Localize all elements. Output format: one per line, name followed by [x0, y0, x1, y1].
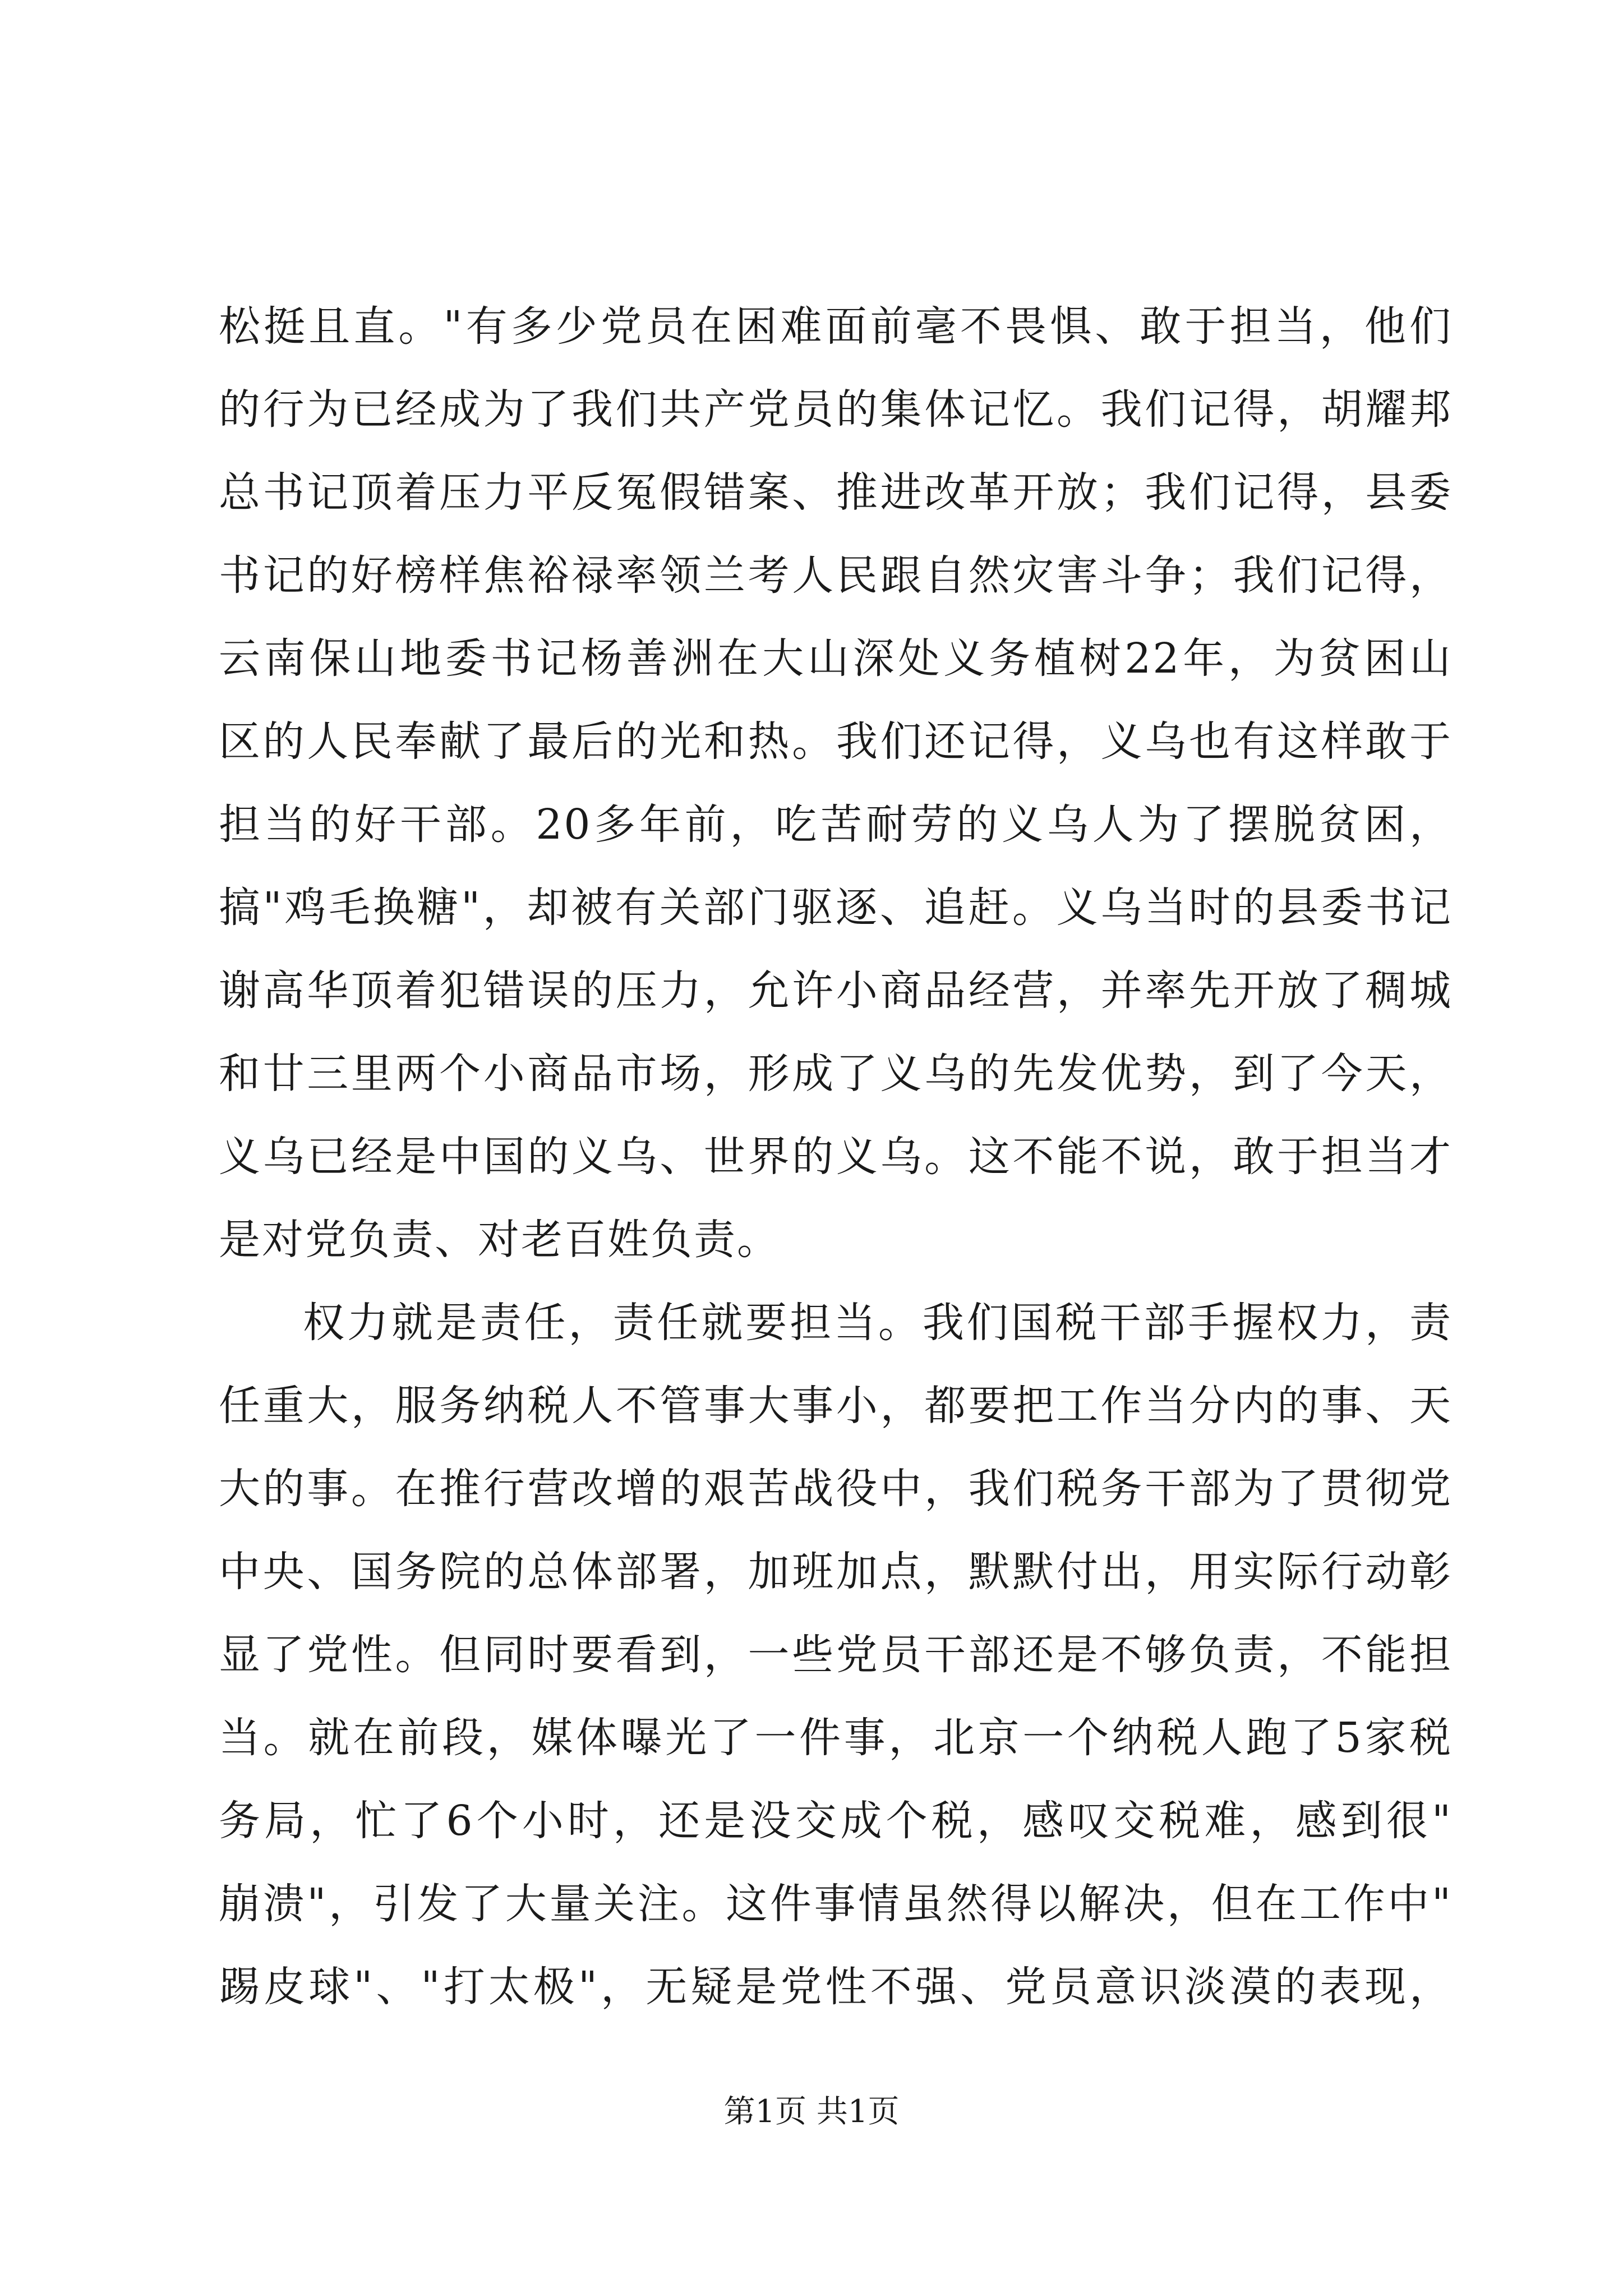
text-line: 总书记顶着压力平反冤假错案、推进改革开放；我们记得，县委 — [219, 468, 1453, 517]
text-line: 是对党负责、对老百姓负责。 — [219, 1216, 780, 1264]
text-line: 中央、国务院的总体部署，加班加点，默默付出，用实际行动彰 — [219, 1548, 1453, 1596]
text-line: 松挺且直。"有多少党员在困难面前毫不畏惧、敢于担当，他们 — [219, 302, 1453, 351]
text-line: 和廿三里两个小商品市场，形成了义乌的先发优势，到了今天， — [219, 1050, 1453, 1098]
text-line: 任重大，服务纳税人不管事大事小，都要把工作当分内的事、天 — [219, 1382, 1453, 1430]
text-line: 踢皮球"、"打太极"，无疑是党性不强、党员意识淡漠的表现， — [219, 1963, 1453, 2011]
text-line: 的行为已经成为了我们共产党员的集体记忆。我们记得，胡耀邦 — [219, 385, 1453, 434]
page-number-label: 第1页 共1页 — [723, 2093, 900, 2130]
text-line: 区的人民奉献了最后的光和热。我们还记得，义乌也有这样敢于 — [219, 717, 1453, 766]
text-line: 搞"鸡毛换糖"，却被有关部门驱逐、追赶。义乌当时的县委书记 — [219, 884, 1453, 932]
page-footer — [0, 2092, 1623, 2132]
body-text — [219, 302, 1453, 2045]
text-line: 显了党性。但同时要看到，一些党员干部还是不够负责，不能担 — [219, 1631, 1453, 1679]
text-line: 义乌已经是中国的义乌、世界的义乌。这不能不说，敢于担当才 — [219, 1133, 1453, 1181]
text-line: 云南保山地委书记杨善洲在大山深处义务植树22年，为贫困山 — [219, 634, 1453, 683]
text-line: 书记的好榜样焦裕禄率领兰考人民跟自然灾害斗争；我们记得， — [219, 551, 1453, 600]
text-line: 大的事。在推行营改增的艰苦战役中，我们税务干部为了贯彻党 — [219, 1465, 1453, 1513]
text-line: 担当的好干部。20多年前，吃苦耐劳的义乌人为了摆脱贫困， — [219, 800, 1453, 849]
paragraph-first-line: 权力就是责任，责任就要担当。我们国税干部手握权力，责 — [303, 1299, 1453, 1347]
text-line: 谢高华顶着犯错误的压力，允许小商品经营，并率先开放了稠城 — [219, 967, 1453, 1015]
text-line: 崩溃"，引发了大量关注。这件事情虽然得以解决，但在工作中" — [219, 1880, 1453, 1928]
text-line: 当。就在前段，媒体曝光了一件事，北京一个纳税人跑了5家税 — [219, 1714, 1453, 1762]
text-line: 务局，忙了6个小时，还是没交成个税，感叹交税难，感到很" — [219, 1797, 1453, 1845]
